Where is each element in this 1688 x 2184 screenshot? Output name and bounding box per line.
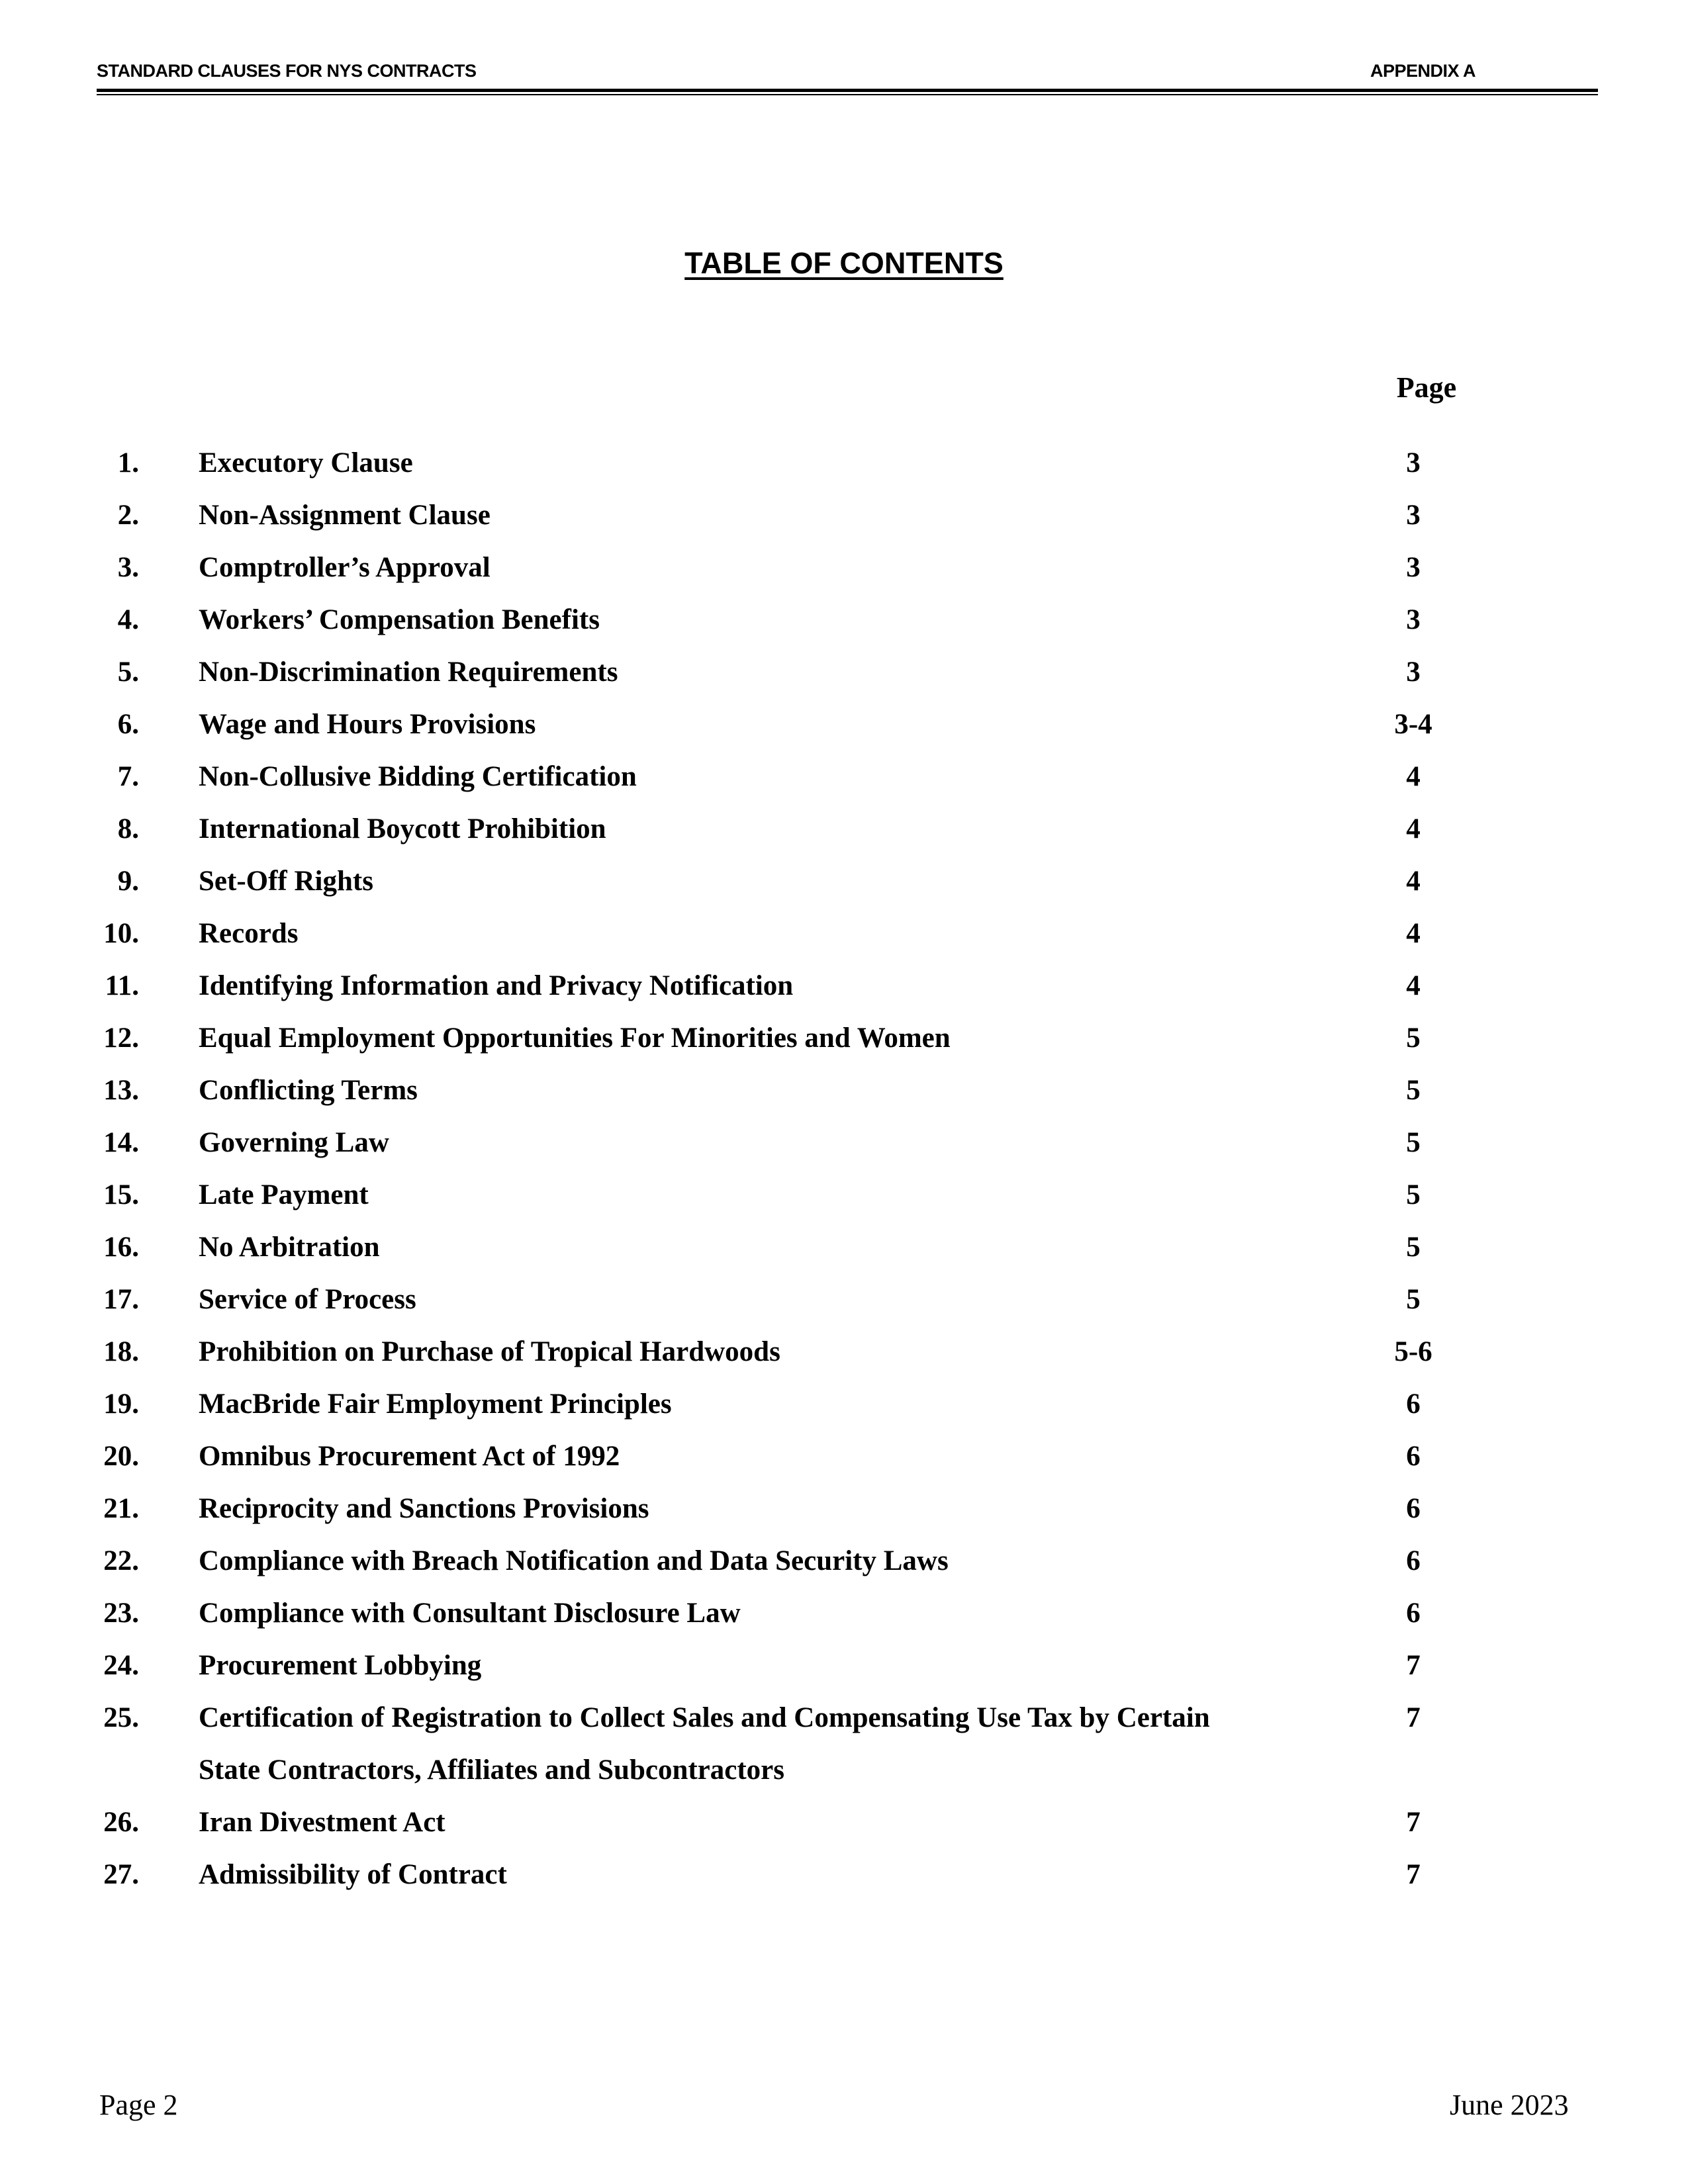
toc-entry-page: 3 — [1406, 657, 1421, 688]
toc-entry — [0, 1326, 1688, 1378]
toc-entry-number: 21. — [103, 1493, 139, 1524]
toc-entry — [0, 1587, 1688, 1639]
toc-entry-number: 25. — [103, 1702, 139, 1733]
toc-entry — [0, 1116, 1688, 1169]
toc-entry-page: 7 — [1406, 1702, 1421, 1733]
toc-entry-title: Certification of Registration to Collect Sales and Compensating Use Tax by Certain — [199, 1702, 1210, 1733]
toc-entry — [0, 541, 1688, 594]
toc-entry — [0, 1692, 1688, 1744]
toc-entry — [0, 1378, 1688, 1430]
toc-entry-title: Non-Collusive Bidding Certification — [199, 761, 637, 792]
toc-entry-page: 7 — [1406, 1859, 1421, 1890]
toc-entry-number: 9. — [117, 866, 139, 897]
toc-entry-title: Identifying Information and Privacy Notification — [199, 970, 794, 1001]
toc-entry-page: 7 — [1406, 1807, 1421, 1838]
toc-entry — [0, 489, 1688, 541]
toc-entry-number: 1. — [117, 447, 139, 478]
toc-entry-title: Governing Law — [199, 1127, 389, 1158]
toc-entry — [0, 855, 1688, 907]
toc-entry — [0, 698, 1688, 751]
toc-entry-number: 14. — [103, 1127, 139, 1158]
toc-entry — [0, 1430, 1688, 1482]
toc-entry-number: 16. — [103, 1232, 139, 1263]
toc-entry-page: 4 — [1406, 918, 1421, 949]
toc-entry-page: 4 — [1406, 813, 1421, 844]
toc-entry — [0, 437, 1688, 489]
toc-entry-number: 11. — [105, 970, 139, 1001]
toc-entry-title: Reciprocity and Sanctions Provisions — [199, 1493, 649, 1524]
toc-entry-continuation — [0, 1744, 1688, 1796]
toc-entry-title: No Arbitration — [199, 1232, 380, 1263]
header-document-title: STANDARD CLAUSES FOR NYS CONTRACTS — [97, 61, 477, 81]
toc-entry-number: 17. — [103, 1284, 139, 1315]
page-column-header: Page — [1396, 371, 1457, 404]
toc-entry-title: Admissibility of Contract — [199, 1859, 507, 1890]
header-rule-thin — [97, 94, 1598, 95]
toc-entry-number: 15. — [103, 1179, 139, 1210]
running-header — [97, 61, 1598, 87]
toc-entry-title: Prohibition on Purchase of Tropical Hardwoods — [199, 1336, 780, 1367]
toc-entry-number: 18. — [103, 1336, 139, 1367]
toc-entry-page: 5 — [1406, 1127, 1421, 1158]
toc-entry-number: 23. — [103, 1598, 139, 1629]
footer-date: June 2023 — [1450, 2089, 1569, 2121]
toc-entry — [0, 594, 1688, 646]
toc-entry-number: 27. — [103, 1859, 139, 1890]
toc-entry-title: Late Payment — [199, 1179, 369, 1210]
toc-entry-number: 6. — [117, 709, 139, 740]
toc-entry-number: 24. — [103, 1650, 139, 1681]
toc-entry-number: 10. — [103, 918, 139, 949]
toc-entry — [0, 646, 1688, 698]
toc-entry — [0, 1535, 1688, 1587]
toc-entry-title: Procurement Lobbying — [199, 1650, 482, 1681]
toc-entry-title: Compliance with Breach Notification and Data Security Laws — [199, 1545, 949, 1576]
toc-entry — [0, 1169, 1688, 1221]
toc-entry-page: 5-6 — [1394, 1336, 1432, 1367]
toc-entry-number: 13. — [103, 1075, 139, 1106]
toc-entry-page: 4 — [1406, 970, 1421, 1001]
toc-entry-page: 5 — [1406, 1284, 1421, 1315]
toc-entry-title: International Boycott Prohibition — [199, 813, 606, 844]
toc-entry-page: 3 — [1406, 604, 1421, 635]
page-title: TABLE OF CONTENTS — [684, 246, 1004, 280]
toc-entry-number: 7. — [117, 761, 139, 792]
toc-entry-page: 5 — [1406, 1179, 1421, 1210]
toc-entry-title: Iran Divestment Act — [199, 1807, 445, 1838]
toc-entry-page: 7 — [1406, 1650, 1421, 1681]
toc-entry-title: Set-Off Rights — [199, 866, 373, 897]
toc-entry — [0, 1639, 1688, 1692]
toc-entry — [0, 1064, 1688, 1116]
toc-entry-page: 6 — [1406, 1493, 1421, 1524]
toc-entry — [0, 751, 1688, 803]
toc-entry-number: 5. — [117, 657, 139, 688]
footer-page-number: Page 2 — [99, 2089, 178, 2121]
toc-entry-title: Compliance with Consultant Disclosure Law — [199, 1598, 741, 1629]
header-rule-thick — [97, 89, 1598, 92]
toc-entry-number: 2. — [117, 500, 139, 531]
toc-entry-number: 4. — [117, 604, 139, 635]
header-appendix-label: APPENDIX A — [1370, 61, 1476, 81]
toc-entry-title: Comptroller’s Approval — [199, 552, 491, 583]
toc-entry-number: 12. — [103, 1023, 139, 1054]
toc-entry-title: Workers’ Compensation Benefits — [199, 604, 600, 635]
toc-entry-number: 20. — [103, 1441, 139, 1472]
toc-entry-title: Non-Discrimination Requirements — [199, 657, 618, 688]
toc-entry — [0, 1796, 1688, 1848]
toc-entry — [0, 960, 1688, 1012]
toc-entry-title: MacBride Fair Employment Principles — [199, 1388, 672, 1420]
toc-entry-number: 19. — [103, 1388, 139, 1420]
toc-list — [0, 437, 1688, 1901]
toc-entry-title: Executory Clause — [199, 447, 413, 478]
toc-entry-number: 8. — [117, 813, 139, 844]
toc-entry-page: 4 — [1406, 866, 1421, 897]
toc-entry-page: 3 — [1406, 552, 1421, 583]
toc-entry-page: 5 — [1406, 1075, 1421, 1106]
toc-entry-page: 3 — [1406, 447, 1421, 478]
toc-entry-title: Non-Assignment Clause — [199, 500, 491, 531]
toc-entry-page: 6 — [1406, 1598, 1421, 1629]
toc-entry-page: 3 — [1406, 500, 1421, 531]
toc-entry-title: Records — [199, 918, 299, 949]
toc-entry-title: Equal Employment Opportunities For Minorities and Women — [199, 1023, 951, 1054]
toc-entry-title: Wage and Hours Provisions — [199, 709, 536, 740]
toc-entry — [0, 803, 1688, 855]
toc-entry — [0, 907, 1688, 960]
toc-entry — [0, 1482, 1688, 1535]
toc-entry-number: 26. — [103, 1807, 139, 1838]
toc-entry-number: 22. — [103, 1545, 139, 1576]
toc-entry-page: 5 — [1406, 1023, 1421, 1054]
toc-entry-page: 6 — [1406, 1388, 1421, 1420]
toc-entry — [0, 1273, 1688, 1326]
toc-entry-title: State Contractors, Affiliates and Subcontractors — [199, 1754, 784, 1786]
toc-entry-page: 6 — [1406, 1441, 1421, 1472]
toc-entry-title: Service of Process — [199, 1284, 416, 1315]
toc-entry-number: 3. — [117, 552, 139, 583]
toc-entry-page: 5 — [1406, 1232, 1421, 1263]
toc-entry-page: 4 — [1406, 761, 1421, 792]
toc-entry-page: 3-4 — [1394, 709, 1432, 740]
toc-entry — [0, 1012, 1688, 1064]
toc-entry-page: 6 — [1406, 1545, 1421, 1576]
toc-entry — [0, 1848, 1688, 1901]
toc-entry-title: Omnibus Procurement Act of 1992 — [199, 1441, 620, 1472]
toc-entry-title: Conflicting Terms — [199, 1075, 418, 1106]
toc-entry — [0, 1221, 1688, 1273]
